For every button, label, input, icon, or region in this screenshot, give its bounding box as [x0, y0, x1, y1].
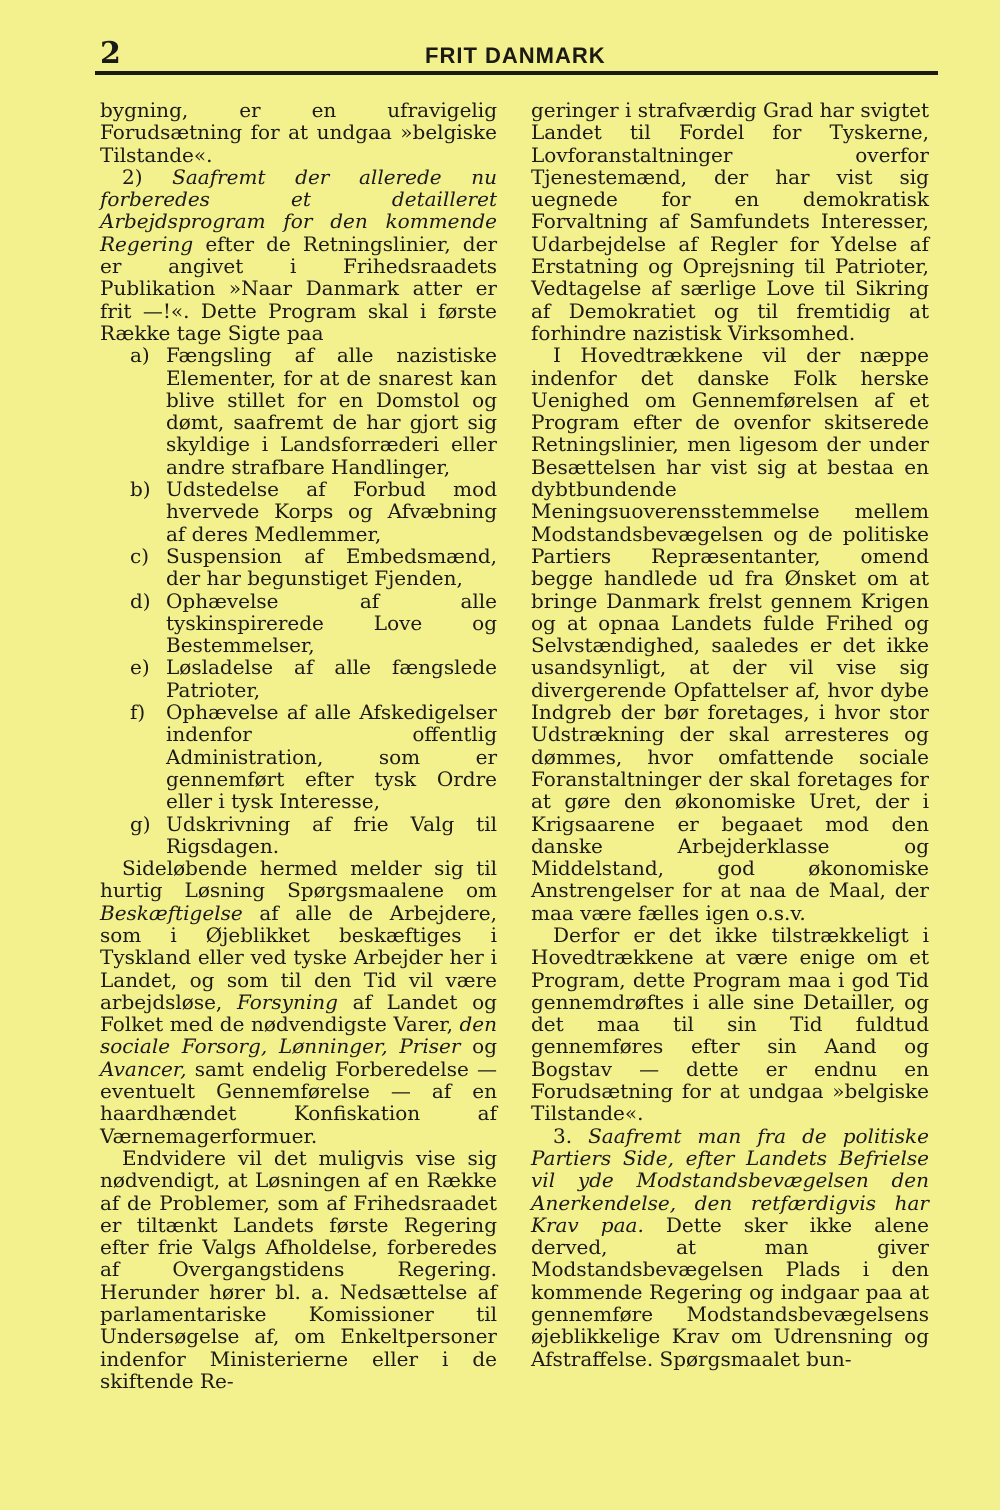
- list-marker: b): [130, 477, 151, 502]
- paragraph: I Hovedtrækkene vil der næppe indenfor det danske Folk herske Uenighed om Gennemførelsen af et Program efter de ovenfor skitserede Retningslinier, men ligesom der under Besættelsen har vist sig at bestaa en dybtbundende Meningsuoverensstemmelse mellem Modstandsbevægelsen og de politiske Partiers Repræsentanter, omend begge handlede ud fra Ønsket om at bringe Danmark frelst gennem Krigen og at opnaa Landets fulde Frihed og Selvstændighed, saaledes er det ikke usandsynligt, at der vil vise sig divergerende Opfattelser af, hvor dybe Indgreb der bør foretages, i hvor stor Udstrækning der skal arresteres og dømmes, hvor omfattende sociale Foranstaltninger der skal foretages for at gøre den økonomiske Uret, der i Krigsaarene er begaaet mod den danske Arbejderklasse og Middelstand, god økonomiske Anstrengelser for at naa de Maal, der maa være fælles igen o.s.v.: [531, 343, 929, 925]
- page-header: [95, 36, 935, 72]
- paragraph-point-3: [531, 1125, 929, 1370]
- list-item-text: Fængsling af alle nazistiske Elementer, for at de snarest kan blive stillet for en Domstol og dømt, saafremt de har gjort sig skyldige i Landsforræderi eller andre strafbare Handlinger,: [166, 343, 497, 479]
- left-column: [100, 99, 497, 1392]
- list-item: [100, 656, 497, 701]
- list-item: [100, 813, 497, 858]
- list-item-text: Ophævelse af alle tyskinspirerede Love og Bestemmelser,: [166, 588, 497, 658]
- list-item: [100, 701, 497, 812]
- list-item: [100, 590, 497, 657]
- running-title: FRIT DANMARK: [425, 43, 606, 68]
- page-number: 2: [100, 36, 121, 71]
- point-number: 3.: [553, 1123, 573, 1148]
- paragraph-point-2: [100, 166, 497, 344]
- italic-term: Forsyning: [237, 989, 338, 1014]
- text-run: Sideløbende hermed melder sig til hurtig Løsning Spørgsmaalene om: [100, 856, 497, 903]
- list-marker: e): [130, 655, 150, 680]
- paragraph: [100, 857, 497, 1147]
- header-rule: [95, 71, 938, 75]
- list-marker: c): [130, 543, 150, 568]
- list-item-text: Suspension af Embedsmænd, der har begunstiget Fjenden,: [166, 543, 497, 591]
- text-run: og: [460, 1034, 498, 1059]
- paragraph: bygning, er en ufravigelig Forudsætning for at undgaa »belgiske Tilstande«.: [100, 98, 497, 167]
- italic-lead: Saafremt man fra de politiske Partiers Side, efter Landets Befrielse vil yde Modstandsbevægelsen den Anerkendelse, den retfærdigvis har Krav paa.: [531, 1123, 929, 1237]
- italic-term: Avancer,: [100, 1056, 187, 1081]
- list-item-text: Udskrivning af frie Valg til Rigsdagen.: [166, 811, 497, 858]
- program-list: [100, 344, 497, 857]
- list-marker: g): [130, 811, 151, 836]
- list-item-text: Udstedelse af Forbud mod hvervede Korps og Afvæbning af deres Medlemmer,: [166, 477, 497, 546]
- list-item: [100, 344, 497, 478]
- paragraph-text: Dette sker ikke alene derved, at man giver Modstandsbevægelsen Plads i den kommende Regering og indgaar paa at gennemføre Modstandsbevægelsens øjeblikkelige Krav om Udrensning og Afstraffelse. Spørgsmaalet bun-: [531, 1212, 930, 1371]
- paragraph: Endvidere vil det muligvis vise sig nødvendigt, at Løsningen af en Række af de Problemer, som af Frihedsraadet er tiltænkt Landets første Regering efter frie Valgs Afholdelse, forberedes af Overgangstidens Regering. Herunder hører bl. a. Nedsættelse af parlamentariske Komissioner til Undersøgelse af, om Enkeltpersoner indenfor Ministerierne eller i de skiftende Re-: [100, 1145, 497, 1393]
- list-item-text: Ophævelse af alle Afskedigelser indenfor offentlig Administration, som er gennemført efter tysk Ordre eller i tysk Interesse,: [166, 700, 497, 814]
- list-marker: d): [130, 588, 151, 613]
- paragraph-text: efter de Retningslinier, der er angivet i Frihedsraadets Publikation »Naar Danmark atter er frit —!«. Dette Program skal i første Række tage Sigte paa: [100, 231, 498, 345]
- point-number: 2): [122, 164, 143, 189]
- list-marker: a): [130, 343, 150, 368]
- list-item-text: Løsladelse af alle fængslede Patrioter,: [166, 655, 497, 702]
- text-run: samt endelig Forberedelse — eventuelt Gennemførelse — af en haardhændet Konfiskation af Værnemagerformuer.: [100, 1056, 497, 1148]
- list-item: [100, 478, 497, 545]
- paragraph: Derfor er det ikke tilstrækkeligt i Hovedtrækkene at være enige om et Program, dette Program maa i god Tid gennemdrøftes i alle sine Detailler, og det maa til sin Tid fuldtud gennemføres efter sin Aand og Bogstav — dette er endnu en Forudsætning for at undgaa »belgiske Tilstande«.: [531, 922, 929, 1126]
- list-marker: f): [130, 700, 146, 725]
- list-item: [100, 545, 497, 590]
- right-column: [531, 99, 929, 1370]
- text-run: af alle de Arbejdere, som i Øjeblikket beskæftiges i Tyskland eller ved tyske Arbejder her i Landet, og som til den Tid vil være arbejdsløse,: [100, 900, 497, 1014]
- italic-term: den sociale Forsorg, Lønninger, Priser: [100, 1012, 497, 1059]
- italic-lead: Saafremt der allerede nu forberedes et detailleret Arbejdsprogram for den kommende Regering: [100, 164, 497, 256]
- italic-term: Beskæftigelse: [100, 900, 243, 925]
- text-run: af Landet og Folket med de nødvendigste Varer,: [100, 989, 497, 1037]
- paragraph: geringer i strafværdig Grad har svigtet Landet til Fordel for Tyskerne, Lovforanstaltninger overfor Tjenestemænd, der har vist sig uegnede for en demokratisk Forvaltning af Samfundets Interesser, Udarbejdelse af Regler for Ydelse af Erstatning og Oprejsning til Patrioter, Vedtagelse af særlige Love til Sikring af Demokratiet og til fremtidig at forhindre nazistisk Virksomhed.: [531, 98, 930, 345]
